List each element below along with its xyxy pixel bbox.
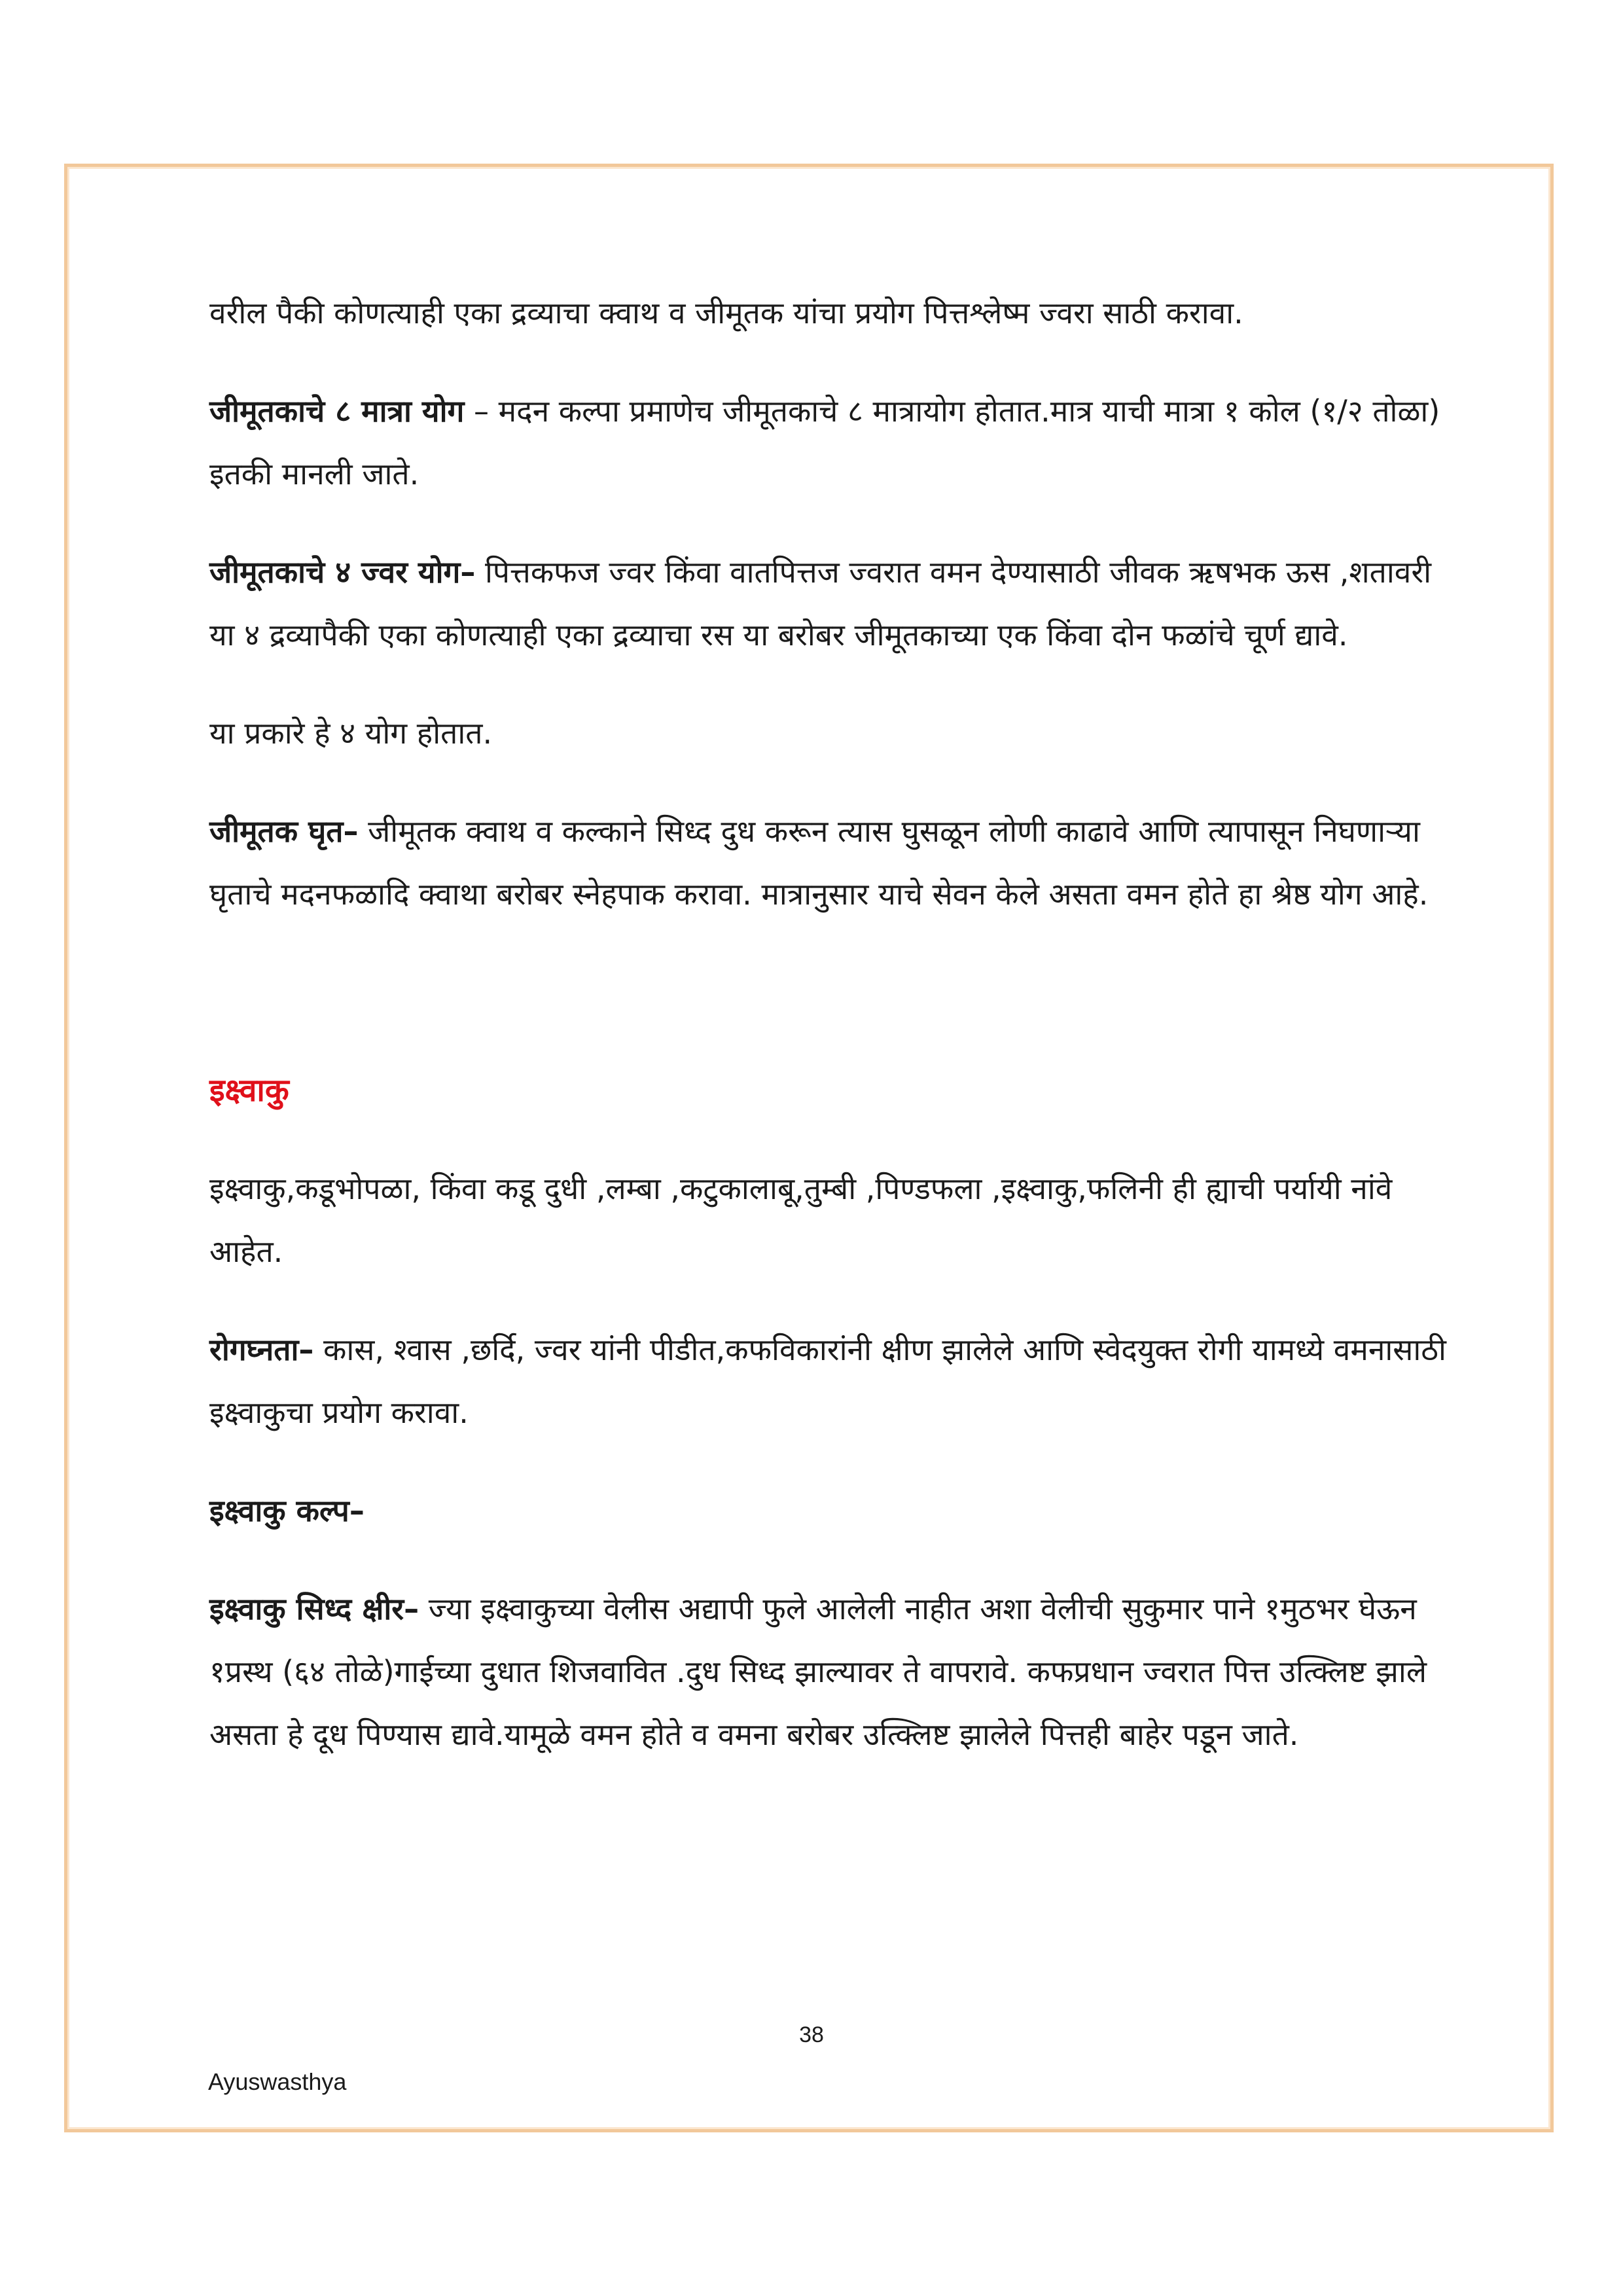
- intro-text: वरील पैकी कोणत्याही एका द्रव्याचा क्वाथ व जीमूतक यांचा प्रयोग पित्तश्लेष्म ज्वरा साठी करावा.: [209, 295, 1243, 331]
- ksheer-paragraph: [209, 1577, 1453, 1766]
- jwar-yog-paragraph: [209, 541, 1453, 666]
- matra-yog-paragraph: [209, 380, 1453, 505]
- page-number: 38: [799, 2022, 824, 2047]
- footer-brand: Ayuswasthya: [208, 2068, 347, 2095]
- jwar-yog-text: पित्तकफज ज्वर किंवा वातपित्तज ज्वरात वमन देण्यासाठी जीवक ऋषभक ऊस ,शतावरी या ४ द्रव्यापैकी एका कोणत्याही एका द्रव्याचा रस या बरोबर जीमूतकाच्या एक किंवा दोन फळांचे चूर्ण द्यावे.: [209, 554, 1432, 653]
- four-yog-paragraph: [209, 702, 1453, 764]
- rogaghnata-paragraph: [209, 1318, 1453, 1444]
- synonyms-text: इक्ष्वाकु,कडूभोपळा, किंवा कडू दुधी ,लम्बा ,कटुकालाबू,तुम्बी ,पिण्डफला ,इक्ष्वाकु,फलिनी ही ह्याची पर्यायी नांवे आहेत.: [209, 1171, 1393, 1269]
- section-spacer: [209, 961, 1453, 1059]
- ksheer-text: ज्या इक्ष्वाकुच्या वेलीस अद्यापी फुले आलेली नाहीत अशा वेलीची सुकुमार पाने १मुठभर घेऊन १प्रस्थ (६४ तोळे)गाईच्या दुधात शिजवावित .दुध सिध्द झाल्यावर ते वापरावे. कफप्रधान ज्वरात पित्त उत्क्लिष्ट झाले असता हे दूध पिण्यास द्यावे.यामूळे वमन होते व वमना बरोबर उत्क्लिष्ट झालेले पित्तही बाहेर पडून जाते.: [209, 1591, 1427, 1752]
- page-content: [209, 281, 1453, 1801]
- four-yog-text: या प्रकारे हे ४ योग होतात.: [209, 715, 493, 751]
- ghrut-paragraph: [209, 800, 1453, 925]
- ghrut-lead: जीमूतक घृत–: [209, 814, 359, 849]
- rogaghnata-text: कास, श्वास ,छर्दि, ज्वर यांनी पीडीत,कफविकारांनी क्षीण झालेले आणि स्वेदयुक्त रोगी यामध्ये वमनासाठी इक्ष्वाकुचा प्रयोग करावा.: [209, 1332, 1446, 1430]
- intro-paragraph: [209, 281, 1453, 344]
- jwar-yog-lead: जीमूतकाचे ४ ज्वर योग–: [209, 554, 476, 590]
- matra-yog-text: – मदन कल्पा प्रमाणेच जीमूतकाचे ८ मात्रायोग होतात.मात्र याची मात्रा १ कोल (१/२ तोळा) इतकी मानली जाते.: [209, 393, 1440, 492]
- matra-yog-lead: जीमूतकाचे ८ मात्रा योग: [209, 393, 465, 429]
- rogaghnata-lead: रोगघ्नता–: [209, 1332, 314, 1367]
- kalp-heading: इक्ष्वाकु कल्प–: [209, 1493, 365, 1528]
- ksheer-lead: इक्ष्वाकु सिध्द क्षीर–: [209, 1591, 419, 1626]
- ghrut-text: जीमूतक क्वाथ व कल्काने सिध्द दुध करून त्यास घुसळून लोणी काढावे आणि त्यापासून निघणाऱ्या घृताचे मदनफळादि क्वाथा बरोबर स्नेहपाक करावा. मात्रानुसार याचे सेवन केले असता वमन होते हा श्रेष्ठ योग आहे.: [209, 814, 1429, 912]
- synonyms-paragraph: [209, 1157, 1453, 1283]
- ikshvaku-heading: इक्ष्वाकु: [209, 1072, 289, 1109]
